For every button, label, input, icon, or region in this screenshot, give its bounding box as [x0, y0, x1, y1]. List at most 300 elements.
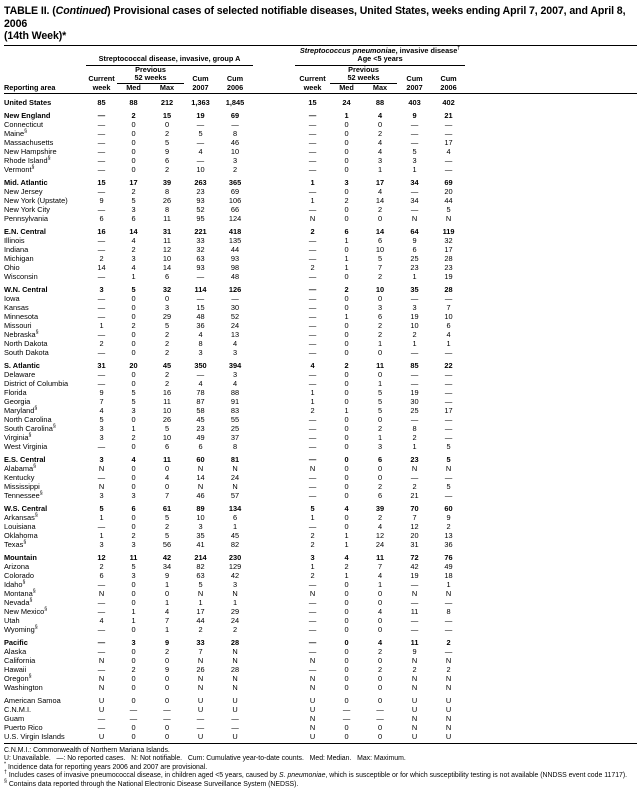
value-cell: — [308, 236, 317, 246]
value-cell: 0 [131, 656, 136, 666]
value-cell: 3 [131, 571, 136, 581]
reporting-area-cell: Kentucky [4, 473, 35, 483]
value-cell: 0 [344, 245, 349, 255]
spacer-cell [253, 370, 295, 379]
value-cell: 0 [344, 522, 349, 532]
value-cell: 7 [198, 647, 203, 657]
trailing-cell [465, 451, 637, 464]
value-cell: 0 [344, 638, 349, 648]
reporting-area-cell: U.S. Virgin Islands [4, 732, 65, 742]
value-cell: 2 [377, 482, 383, 492]
value-cell: — [231, 120, 239, 130]
value-cell: 0 [131, 522, 136, 532]
value-cell: 34 [162, 562, 172, 572]
value-cell: 2 [310, 531, 315, 541]
value-cell: 0 [344, 732, 349, 742]
value-cell: 0 [164, 294, 170, 304]
value-cell: — [308, 147, 317, 157]
value-cell: U [411, 696, 418, 706]
table-row [4, 294, 637, 303]
value-cell: 17 [444, 245, 453, 255]
value-cell: 0 [377, 473, 383, 483]
value-cell: — [196, 138, 205, 148]
value-cell: 0 [164, 120, 170, 130]
value-cell: 63 [196, 254, 205, 264]
value-cell: 1 [344, 571, 349, 581]
value-cell: 1 [310, 513, 315, 523]
value-cell: 2 [99, 562, 104, 572]
value-cell: 1 [131, 607, 136, 617]
table-row [4, 562, 637, 571]
col-header-cum-a-2006: Cum [226, 73, 244, 83]
value-cell: 0 [131, 683, 136, 693]
value-cell: — [308, 156, 317, 166]
value-cell: 1 [232, 598, 238, 608]
value-cell: 10 [162, 433, 172, 443]
value-cell: 17 [444, 406, 453, 416]
trailing-cell [465, 415, 637, 424]
value-cell: 0 [344, 415, 349, 425]
value-cell: 4 [377, 187, 383, 197]
table-row [4, 732, 637, 741]
value-cell: 7 [164, 616, 170, 626]
spacer-cell [253, 589, 295, 598]
value-cell: 0 [344, 214, 349, 224]
table-row [4, 94, 637, 108]
table-row [4, 406, 637, 415]
value-cell: 3 [99, 424, 104, 434]
value-cell: 19 [410, 571, 419, 581]
reporting-area-cell: South Dakota [4, 348, 49, 358]
value-cell: — [376, 714, 384, 724]
value-cell: 13 [230, 330, 240, 340]
value-cell: 3 [198, 348, 203, 358]
value-cell: — [410, 129, 419, 139]
value-cell: — [97, 723, 106, 733]
footnote-legend: U: Unavailable. —: No reported cases. N: Not notifiable. Cum: Cumulative year-to-date counts. Med: Median. Max: Maximum. [4, 755, 406, 763]
spacer-cell [253, 406, 295, 415]
value-cell: 24 [342, 98, 351, 108]
value-cell: 48 [230, 272, 240, 282]
value-cell: 88 [129, 98, 138, 108]
value-cell: 2 [99, 254, 104, 264]
value-cell: 21 [410, 491, 419, 501]
table-row [4, 433, 637, 442]
value-cell: 88 [230, 388, 240, 398]
value-cell: 8 [232, 442, 238, 452]
value-cell: 402 [442, 98, 455, 108]
value-cell: 5 [131, 196, 136, 206]
header-spacer [4, 47, 86, 66]
spacer-cell [253, 531, 295, 540]
value-cell: 0 [377, 120, 383, 130]
reporting-area-cell: Minnesota [4, 312, 39, 322]
value-cell: 0 [131, 732, 136, 742]
value-cell: 0 [377, 348, 383, 358]
value-cell: 6 [377, 236, 383, 246]
table-row [4, 473, 637, 482]
table-row [4, 165, 637, 174]
value-cell: 3 [344, 178, 349, 188]
table-row [4, 272, 637, 281]
value-cell: 6 [344, 227, 349, 237]
value-cell: 6 [131, 504, 136, 514]
value-cell: — [308, 616, 317, 626]
value-cell: 5 [310, 504, 315, 514]
value-cell: 23 [410, 455, 419, 465]
value-cell: 0 [344, 120, 349, 130]
value-cell: 0 [344, 294, 349, 304]
reporting-area-cell: Pacific [4, 638, 28, 648]
reporting-area-cell: Pennsylvania [4, 214, 48, 224]
value-cell: 42 [410, 562, 419, 572]
value-cell: 1 [377, 433, 383, 443]
value-cell: — [97, 522, 106, 532]
value-cell: N [197, 656, 204, 666]
reporting-area-cell: W.S. Central [4, 504, 48, 514]
value-cell: 0 [131, 120, 136, 130]
value-cell: — [196, 272, 205, 282]
spacer-cell [253, 330, 295, 339]
value-cell: N [411, 674, 418, 684]
value-cell: 26 [162, 196, 172, 206]
value-cell: 1 [131, 424, 136, 434]
value-cell: 17 [444, 138, 453, 148]
value-cell: N [232, 683, 238, 693]
value-cell: — [410, 205, 419, 215]
value-cell: 17 [196, 607, 205, 617]
value-cell: 8 [164, 205, 170, 215]
spacer-cell [253, 692, 295, 705]
value-cell: — [444, 120, 453, 130]
value-cell: — [97, 598, 106, 608]
value-cell: 31 [410, 540, 419, 550]
trailing-cell [465, 357, 637, 370]
reporting-area-cell: New Hampshire [4, 147, 57, 157]
reporting-area-cell: Montana§ [4, 589, 36, 599]
value-cell: — [97, 120, 106, 130]
footnote-line: § Contains data reported through the National Electronic Disease Surveillance System (NEDSS). [4, 778, 299, 788]
value-cell: — [308, 370, 317, 380]
value-cell: 5 [198, 129, 203, 139]
value-cell: N [98, 464, 105, 474]
table-row [4, 156, 637, 165]
value-cell: N [445, 656, 452, 666]
value-cell: 23 [444, 263, 453, 273]
spacer-cell [253, 379, 295, 388]
value-cell: 46 [230, 138, 240, 148]
trailing-cell [465, 656, 637, 665]
group-b-subtitle: Age <5 years [357, 54, 403, 64]
value-cell: 7 [377, 263, 383, 273]
reporting-area-cell: Idaho§ [4, 580, 26, 590]
value-cell: 9 [164, 147, 170, 157]
value-cell: 82 [196, 562, 205, 572]
reporting-area-header: Reporting area [4, 65, 86, 94]
table-row [4, 196, 637, 205]
value-cell: — [444, 165, 453, 175]
value-cell: 0 [377, 625, 383, 635]
spacer-cell [253, 388, 295, 397]
trailing-cell [465, 379, 637, 388]
value-cell: 0 [164, 464, 170, 474]
value-cell: 9 [164, 638, 170, 648]
reporting-area-cell: Michigan [4, 254, 34, 264]
spacer-cell [253, 732, 295, 741]
value-cell: N [309, 214, 316, 224]
table-row [4, 321, 637, 330]
value-cell: N [197, 674, 204, 684]
col-header-max-a: Max [150, 83, 184, 94]
value-cell: 2 [446, 665, 451, 675]
value-cell: 5 [164, 513, 170, 523]
value-cell: 0 [344, 397, 349, 407]
value-cell: 3 [198, 522, 203, 532]
value-cell: 46 [196, 491, 205, 501]
value-cell: 0 [131, 138, 136, 148]
value-cell: 0 [344, 473, 349, 483]
value-cell: 45 [230, 531, 240, 541]
value-cell: 3 [99, 433, 104, 443]
trailing-cell [465, 397, 637, 406]
value-cell: 2 [344, 562, 349, 572]
value-cell: 5 [131, 388, 136, 398]
trailing-cell [465, 482, 637, 491]
spacer-cell [253, 424, 295, 433]
trailing-cell [465, 491, 637, 500]
value-cell: 69 [444, 178, 453, 188]
value-cell: N [309, 714, 316, 724]
value-cell: 34 [410, 178, 419, 188]
value-cell: 5 [164, 531, 170, 541]
value-cell: 2 [164, 379, 170, 389]
reporting-area-cell: C.N.M.I. [4, 705, 32, 715]
value-cell: — [129, 714, 138, 724]
spacer-cell [253, 129, 295, 138]
value-cell: 6 [131, 214, 136, 224]
group-b-header: Streptococcus pneumoniae, invasive disease† Age <5 years [295, 47, 465, 66]
value-cell: 0 [344, 330, 349, 340]
value-cell: 41 [196, 540, 205, 550]
value-cell: — [308, 205, 317, 215]
value-cell: 0 [164, 723, 170, 733]
value-cell: 7 [446, 303, 451, 313]
value-cell: 6 [377, 491, 383, 501]
value-cell: 16 [162, 388, 172, 398]
value-cell: 78 [196, 388, 205, 398]
value-cell: 33 [196, 236, 205, 246]
table-row [4, 549, 637, 562]
value-cell: N [232, 656, 238, 666]
value-cell: 0 [164, 683, 170, 693]
value-cell: N [232, 589, 238, 599]
value-cell: — [308, 607, 317, 617]
value-cell: 4 [377, 138, 383, 148]
value-cell: 0 [377, 616, 383, 626]
value-cell: 11 [163, 397, 171, 407]
value-cell: 0 [131, 339, 136, 349]
spacer-cell [253, 500, 295, 513]
value-cell: 28 [444, 254, 453, 264]
table-header [4, 47, 637, 94]
value-cell: 10 [375, 245, 385, 255]
spacer-cell [253, 473, 295, 482]
value-cell: — [444, 616, 453, 626]
spacer-cell [253, 348, 295, 357]
value-cell: 5 [377, 388, 383, 398]
spacer-cell [253, 156, 295, 165]
value-cell: 0 [377, 598, 383, 608]
value-cell: — [163, 714, 171, 724]
value-cell: — [444, 397, 453, 407]
value-cell: 10 [196, 165, 205, 175]
spacer-cell [253, 522, 295, 531]
value-cell: 1 [344, 540, 349, 550]
trailing-cell [465, 607, 637, 616]
table-row [4, 500, 637, 513]
reporting-area-cell: Louisiana [4, 522, 36, 532]
trailing-cell [465, 174, 637, 187]
value-cell: 0 [377, 415, 383, 425]
value-cell: 10 [162, 254, 172, 264]
value-cell: 4 [310, 361, 315, 371]
value-cell: 3 [310, 553, 315, 563]
value-cell: 23 [196, 187, 205, 197]
value-cell: 4 [232, 379, 238, 389]
reporting-area-cell: Tennessee§ [4, 491, 43, 501]
value-cell: 21 [444, 111, 453, 121]
value-cell: 1 [344, 312, 349, 322]
surveillance-table [4, 47, 637, 742]
trailing-cell [465, 500, 637, 513]
value-cell: — [410, 370, 419, 380]
value-cell: N [232, 482, 238, 492]
value-cell: — [308, 424, 317, 434]
value-cell: 23 [410, 263, 419, 273]
spacer-cell [253, 245, 295, 254]
spacer-cell [253, 312, 295, 321]
table-row [4, 388, 637, 397]
value-cell: 0 [344, 348, 349, 358]
value-cell: 49 [444, 562, 453, 572]
value-cell: 12 [97, 553, 106, 563]
trailing-cell [465, 692, 637, 705]
value-cell: 3 [131, 254, 136, 264]
value-cell: 0 [344, 696, 349, 706]
value-cell: — [308, 187, 317, 197]
value-cell: 0 [344, 442, 349, 452]
value-cell: 5 [131, 285, 136, 295]
trailing-cell [465, 714, 637, 723]
value-cell: 1,363 [191, 98, 210, 108]
value-cell: 14 [375, 227, 385, 237]
value-cell: 24 [230, 473, 240, 483]
reporting-area-cell: Utah [4, 616, 20, 626]
value-cell: 98 [230, 263, 240, 273]
value-cell: 19 [410, 388, 419, 398]
value-cell: 212 [160, 98, 174, 108]
value-cell: 93 [196, 263, 205, 273]
table-body [4, 94, 637, 742]
reporting-area-cell: California [4, 656, 36, 666]
table-row [4, 482, 637, 491]
value-cell: 4 [344, 504, 349, 514]
value-cell: N [309, 674, 316, 684]
value-cell: 32 [196, 245, 205, 255]
value-cell: N [309, 464, 316, 474]
value-cell: 49 [196, 433, 205, 443]
value-cell: 0 [131, 129, 136, 139]
value-cell: — [97, 665, 106, 675]
value-cell: 8 [412, 424, 417, 434]
value-cell: 4 [198, 330, 203, 340]
value-cell: 2 [412, 330, 417, 340]
value-cell: — [444, 473, 453, 483]
value-cell: N [309, 723, 316, 733]
value-cell: 0 [164, 589, 170, 599]
value-cell: 87 [196, 397, 205, 407]
value-cell: 0 [131, 647, 136, 657]
table-title-week: (14th Week)* [4, 30, 67, 42]
value-cell: U [98, 732, 105, 742]
trailing-cell [465, 138, 637, 147]
value-cell: 0 [344, 491, 349, 501]
value-cell: 5 [198, 580, 203, 590]
value-cell: 69 [230, 111, 240, 121]
value-cell: 1 [99, 513, 104, 523]
value-cell: 0 [377, 674, 383, 684]
value-cell: — [308, 455, 317, 465]
value-cell: — [97, 156, 106, 166]
value-cell: 0 [131, 147, 136, 157]
value-cell: N [445, 714, 452, 724]
reporting-area-cell: S. Atlantic [4, 361, 40, 371]
value-cell: 0 [131, 370, 136, 380]
value-cell: 6 [446, 321, 451, 331]
table-row [4, 357, 637, 370]
trailing-cell [465, 294, 637, 303]
value-cell: N [197, 482, 204, 492]
value-cell: — [97, 187, 106, 197]
spacer-cell [253, 214, 295, 223]
value-cell: 1 [232, 522, 238, 532]
reporting-area-cell: Hawaii [4, 665, 27, 675]
value-cell: 350 [194, 361, 207, 371]
value-cell: — [444, 370, 453, 380]
value-cell: 0 [131, 379, 136, 389]
value-cell: 36 [196, 321, 205, 331]
value-cell: 25 [230, 424, 240, 434]
reporting-area-cell: Indiana [4, 245, 29, 255]
value-cell: 3 [232, 580, 238, 590]
value-cell: 6 [198, 442, 203, 452]
table-row [4, 540, 637, 549]
value-cell: 2 [164, 522, 170, 532]
value-cell: 14 [97, 263, 106, 273]
value-cell: 5 [377, 406, 383, 416]
value-cell: 28 [230, 638, 240, 648]
reporting-area-cell: Arkansas§ [4, 513, 38, 523]
table-row [4, 223, 637, 236]
value-cell: 14 [129, 227, 138, 237]
value-cell: N [445, 589, 452, 599]
table-row [4, 312, 637, 321]
value-cell: 4 [131, 455, 136, 465]
value-cell: 4 [377, 571, 383, 581]
value-cell: 1 [310, 196, 315, 206]
value-cell: N [411, 656, 418, 666]
trailing-cell [465, 513, 637, 522]
